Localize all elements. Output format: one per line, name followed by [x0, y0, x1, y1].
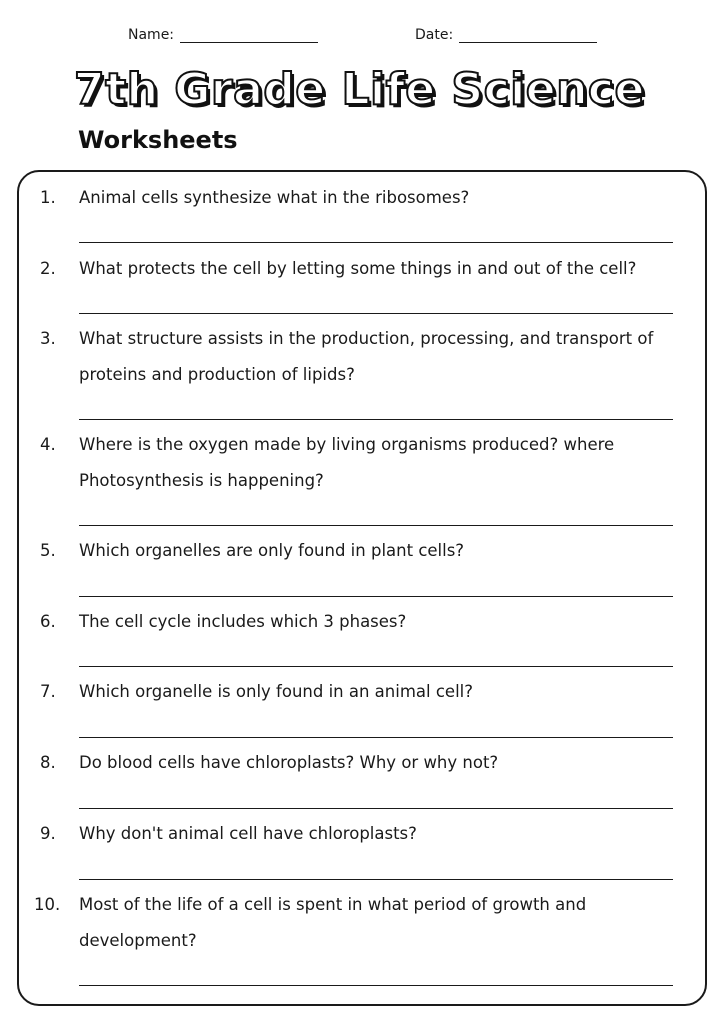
page-title: 7th Grade Life Science: [74, 64, 645, 115]
question-number: 4.: [40, 435, 56, 454]
question-text: Most of the life of a cell is spent in what period of growth and development?: [79, 895, 587, 950]
name-field: [128, 26, 318, 43]
question-number: 9.: [40, 824, 56, 843]
answer-line[interactable]: [79, 242, 673, 243]
question-text: Why don't animal cell have chloroplasts?: [79, 824, 417, 843]
question-number: 6.: [40, 612, 56, 631]
question-number: 3.: [40, 329, 56, 348]
answer-line[interactable]: [79, 525, 673, 526]
question-text: Where is the oxygen made by living organisms produced? where Photosynthesis is happening?: [79, 435, 615, 490]
question-text: Animal cells synthesize what in the ribosomes?: [79, 188, 470, 207]
page-subtitle: Worksheets: [78, 126, 238, 154]
answer-line[interactable]: [79, 737, 673, 738]
question-number: 5.: [40, 541, 56, 560]
question-number: 1.: [40, 188, 56, 207]
answer-line[interactable]: [79, 808, 673, 809]
question-number: 2.: [40, 259, 56, 278]
answer-line[interactable]: [79, 666, 673, 667]
name-label: Name:: [128, 27, 175, 43]
answer-line[interactable]: [79, 879, 673, 880]
question-text: Which organelle is only found in an animal cell?: [79, 682, 474, 701]
answer-line[interactable]: [79, 985, 673, 986]
question-text: Do blood cells have chloroplasts? Why or why not?: [79, 753, 499, 772]
question-text: What structure assists in the production, processing, and transport of proteins and production of lipids?: [79, 329, 654, 384]
date-field: [415, 26, 597, 43]
question-text: The cell cycle includes which 3 phases?: [79, 612, 407, 631]
question-text: What protects the cell by letting some things in and out of the cell?: [79, 259, 637, 278]
answer-line[interactable]: [79, 419, 673, 420]
question-number: 7.: [40, 682, 56, 701]
question-number: 10.: [34, 895, 61, 914]
answer-line[interactable]: [79, 313, 673, 314]
question-text: Which organelles are only found in plant cells?: [79, 541, 465, 560]
date-label: Date:: [415, 27, 454, 43]
answer-line[interactable]: [79, 596, 673, 597]
date-blank-line[interactable]: [459, 26, 597, 43]
name-blank-line[interactable]: [180, 26, 318, 43]
question-number: 8.: [40, 753, 56, 772]
questions-box: [17, 170, 707, 1006]
